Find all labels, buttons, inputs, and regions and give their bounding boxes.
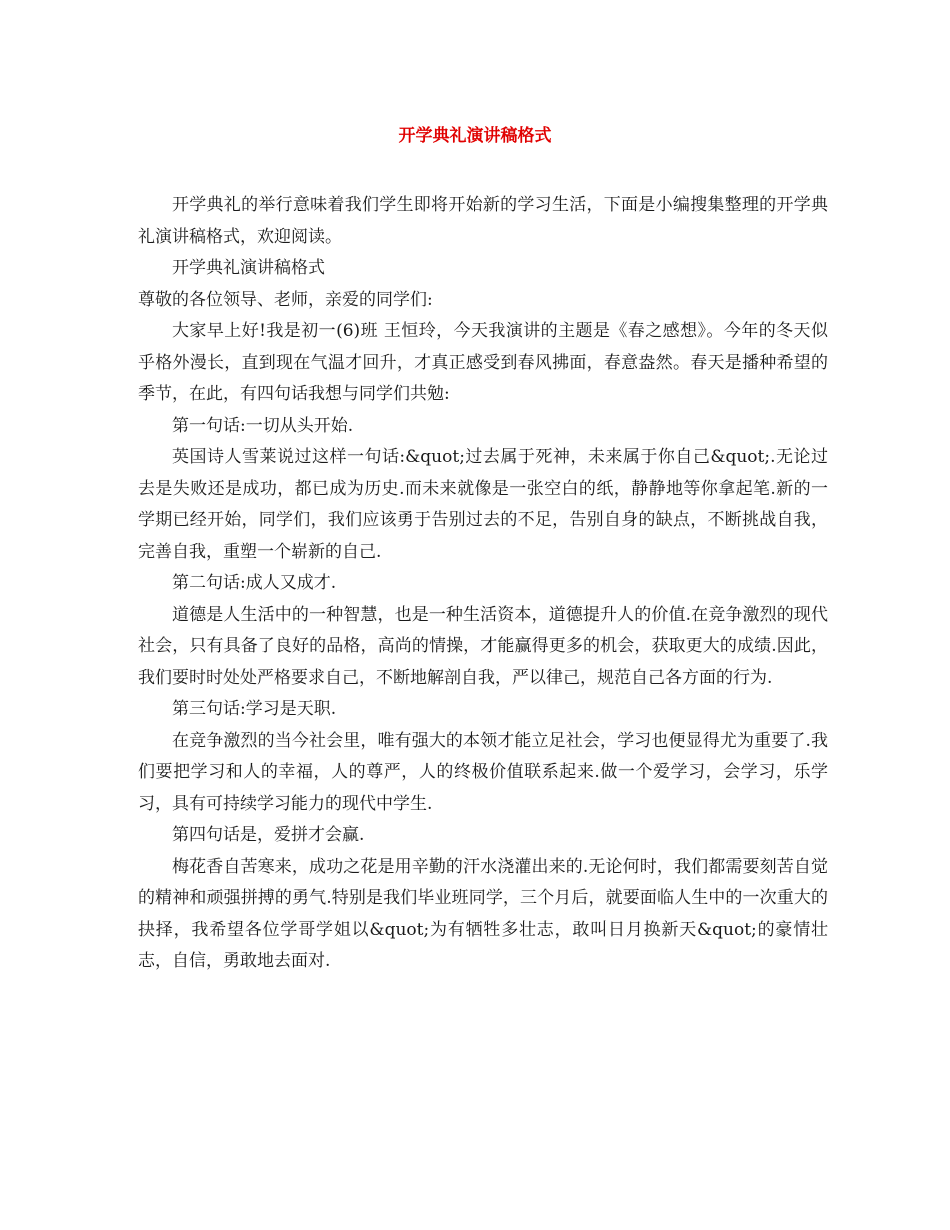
document-body xyxy=(138,190,828,978)
paragraph-subheading: 开学典礼演讲稿格式 xyxy=(172,258,325,278)
paragraph-fourth-sentence: 梅花香自苦寒来，成功之花是用辛勤的汗水浇灌出来的.无论何时，我们都需要刻苦自觉的精神和顽强拼搏的勇气.特别是我们毕业班同学，三个月后，就要面临人生中的一次重大的抉择，我希望各位学哥学姐以&quot;为有牺牲多壮志，敢叫日月换新天&quot;的豪情壮志，自信，勇敢地去面对. xyxy=(138,856,828,971)
heading-second-sentence: 第二句话:成人又成才. xyxy=(172,573,337,593)
paragraph-greeting: 大家早上好!我是初一(6)班 王恒玲，今天我演讲的主题是《春之感想》。今年的冬天似乎格外漫长，直到现在气温才回升，才真正感受到春风拂面，春意盎然。春天是播种希望的季节，在此，有四句话我想与同学们共勉: xyxy=(138,321,828,404)
heading-third-sentence: 第三句话:学习是天职. xyxy=(172,699,337,719)
paragraph-third-sentence: 在竞争激烈的当今社会里，唯有强大的本领才能立足社会，学习也便显得尤为重要了.我们要把学习和人的幸福，人的尊严，人的终极价值联系起来.做一个爱学习，会学习，乐学习，具有可持续学习能力的现代中学生. xyxy=(138,730,828,814)
heading-fourth-sentence: 第四句话是，爱拼才会赢. xyxy=(172,825,365,845)
paragraph-first-sentence: 英国诗人雪莱说过这样一句话:&quot;过去属于死神，未来属于你自己&quot;.无论过去是失败还是成功，都已成为历史.而未来就像是一张空白的纸，静静地等你拿起笔.新的一学期已经开始，同学们，我们应该勇于告别过去的不足，告别自身的缺点，不断挑战自我，完善自我，重塑一个崭新的自己. xyxy=(138,447,828,562)
document-title: 开学典礼演讲稿格式 xyxy=(398,126,552,146)
paragraph-second-sentence: 道德是人生活中的一种智慧，也是一种生活资本，道德提升人的价值.在竞争激烈的现代社会，只有具备了良好的品格，高尚的情操，才能赢得更多的机会，获取更大的成绩.因此，我们要时时处处严格要求自己，不断地解剖自我，严以律己，规范自己各方面的行为. xyxy=(138,604,828,688)
paragraph-salutation: 尊敬的各位领导、老师，亲爱的同学们: xyxy=(138,289,433,310)
paragraph-intro: 开学典礼的举行意味着我们学生即将开始新的学习生活，下面是小编搜集整理的开学典礼演讲稿格式，欢迎阅读。 xyxy=(138,195,828,247)
heading-first-sentence: 第一句话:一切从头开始. xyxy=(172,415,354,436)
